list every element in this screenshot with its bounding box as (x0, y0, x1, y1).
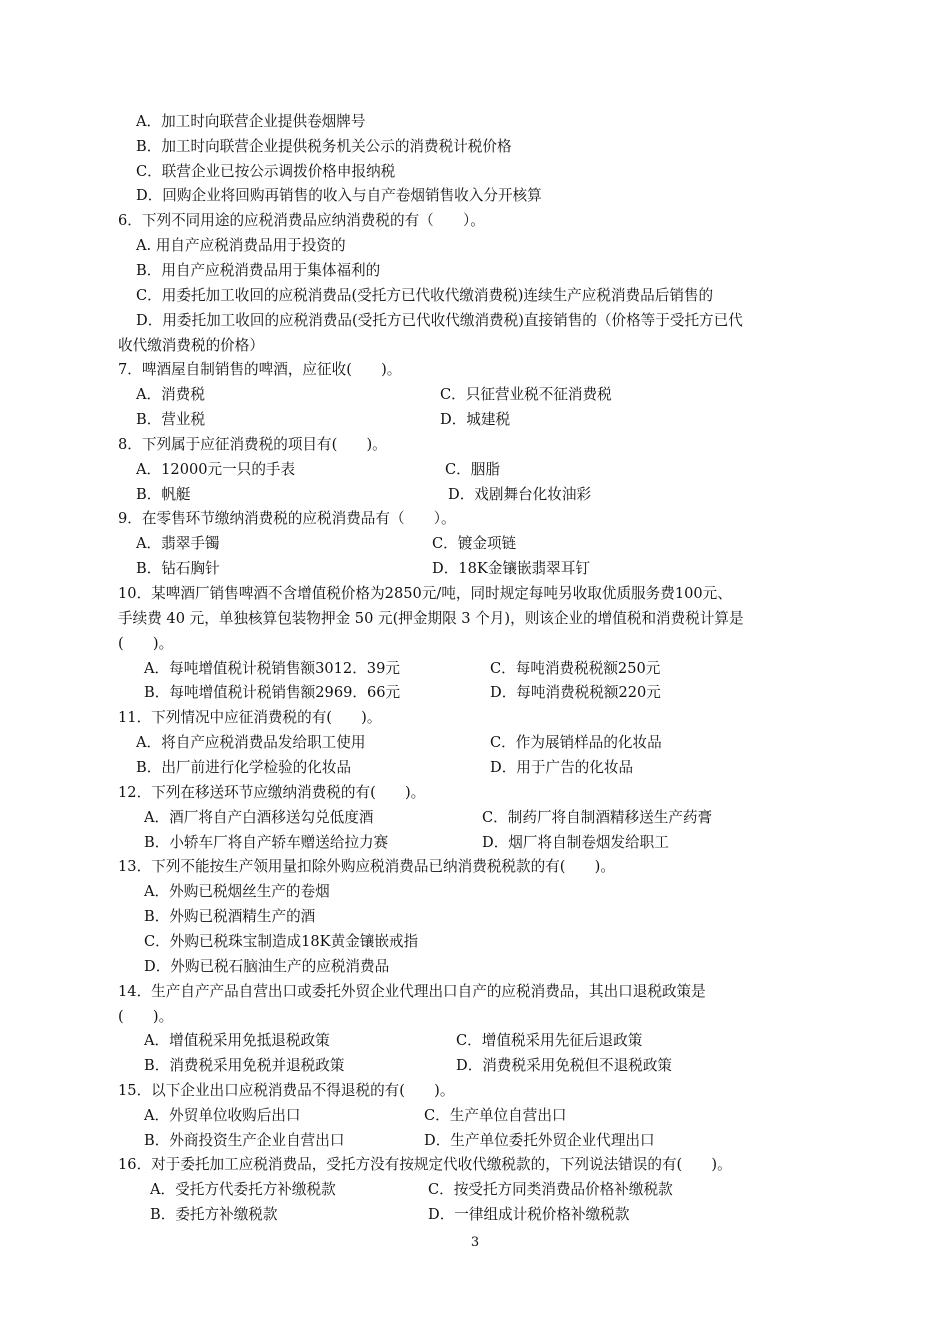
text-line: A．加工时向联营企业提供卷烟牌号 (136, 113, 366, 130)
text-line: C．作为展销样品的化妆品 (490, 734, 662, 751)
text-line: B．帆艇 (136, 486, 191, 503)
text-line: 10．某啤酒厂销售啤酒不含增值税价格为2850元/吨，同时规定每吨另收取优质服务费100元、 (118, 585, 732, 602)
text-line: D．用于广告的化妆品 (490, 759, 634, 776)
text-line: C．外购已税珠宝制造成18K黄金镶嵌戒指 (144, 933, 419, 950)
text-line: 13．下列不能按生产领用量扣除外购应税消费品已纳消费税税款的有( )。 (118, 858, 615, 875)
text-line: C．按受托方同类消费品价格补缴税款 (428, 1181, 673, 1198)
text-line: B．外购已税酒精生产的酒 (144, 908, 316, 925)
text-line: C．每吨消费税税额250元 (490, 660, 661, 677)
text-line: C．用委托加工收回的应税消费品(受托方已代收代缴消费税)连续生产应税消费品后销售的 (136, 287, 714, 304)
text-line: A．12000元一只的手表 (136, 461, 296, 478)
text-line: C．胭脂 (445, 461, 500, 478)
text-line: C．镀金项链 (432, 535, 517, 552)
text-line: A．受托方代委托方补缴税款 (150, 1181, 336, 1198)
text-line: D．用委托加工收回的应税消费品(受托方已代收代缴消费税)直接销售的（价格等于受托方已代 (136, 312, 743, 329)
text-line: ( )。 (118, 1008, 174, 1025)
text-line: C．制药厂将自制酒精移送生产药膏 (482, 809, 713, 826)
text-line: B．营业税 (136, 411, 206, 428)
text-line: C．增值税采用先征后退政策 (456, 1032, 643, 1049)
text-line: D．城建税 (440, 411, 511, 428)
text-line: B．加工时向联营企业提供税务机关公示的消费税计税价格 (136, 138, 512, 155)
text-line: D．回购企业将回购再销售的收入与自产卷烟销售收入分开核算 (136, 187, 542, 204)
text-line: B．钻石胸针 (136, 560, 220, 577)
text-line: A．酒厂将自产白酒移送勾兑低度酒 (144, 809, 374, 826)
text-line: 收代缴消费税的价格） (118, 337, 264, 354)
text-line: A．每吨增值税计税销售额3012．39元 (144, 660, 400, 677)
text-line: 15．以下企业出口应税消费品不得退税的有( )。 (118, 1082, 455, 1099)
text-line: D．烟厂将自制卷烟发给职工 (482, 834, 669, 851)
text-line: 6．下列不同用途的应税消费品应纳消费税的有（ ）。 (118, 212, 485, 229)
text-line: D．戏剧舞台化妆油彩 (448, 486, 592, 503)
text-line: B．每吨增值税计税销售额2969．66元 (144, 684, 401, 701)
text-line: A．外购已税烟丝生产的卷烟 (144, 883, 330, 900)
text-line: B．消费税采用免税并退税政策 (144, 1057, 345, 1074)
text-line: D．消费税采用免税但不退税政策 (456, 1057, 673, 1074)
text-line: D．外购已税石脑油生产的应税消费品 (144, 958, 390, 975)
text-line: D．18K金镶嵌翡翠耳钉 (432, 560, 590, 577)
text-line: A．外贸单位收购后出口 (144, 1107, 301, 1124)
text-line: 16．对于委托加工应税消费品，受托方没有按规定代收代缴税款的，下列说法错误的有( )。 (118, 1156, 732, 1173)
text-line: B．外商投资生产企业自营出口 (144, 1132, 345, 1149)
text-line: ( )。 (118, 635, 174, 652)
text-line: A．增值税采用免抵退税政策 (144, 1032, 330, 1049)
text-line: 12．下列在移送环节应缴纳消费税的有( )。 (118, 784, 426, 801)
text-line: C．联营企业已按公示调拨价格申报纳税 (136, 163, 396, 180)
text-line: 7．啤酒屋自制销售的啤酒，应征收( )。 (118, 361, 402, 378)
text-line: A．翡翠手镯 (136, 535, 220, 552)
text-line: 11．下列情况中应征消费税的有( )。 (118, 709, 382, 726)
text-line: B．委托方补缴税款 (150, 1206, 278, 1223)
text-line: 8．下列属于应征消费税的项目有( )。 (118, 436, 387, 453)
text-line: B．用自产应税消费品用于集体福利的 (136, 262, 381, 279)
text-line: C．只征营业税不征消费税 (440, 386, 612, 403)
text-line: 手续费 40 元，单独核算包装物押金 50 元(押金期限 3 个月)，则该企业的增值税和消费税计算是 (118, 610, 744, 627)
text-line: D．生产单位委托外贸企业代理出口 (424, 1132, 655, 1149)
text-line: C．生产单位自营出口 (424, 1107, 567, 1124)
text-line: 9．在零售环节缴纳消费税的应税消费品有（ ）。 (118, 510, 456, 527)
text-line: B．小轿车厂将自产轿车赠送给拉力赛 (144, 834, 389, 851)
text-line: A．消费税 (136, 386, 205, 403)
text-line: 14．生产自产产品自营出口或委托外贸企业代理出口自产的应税消费品，其出口退税政策是 (118, 983, 706, 1000)
text-line: D．一律组成计税价格补缴税款 (428, 1206, 630, 1223)
text-line: A. 用自产应税消费品用于投资的 (136, 237, 346, 254)
text-line: D．每吨消费税税额220元 (490, 684, 661, 701)
text-line: A．将自产应税消费品发给职工使用 (136, 734, 366, 751)
page-number: 3 (470, 1235, 480, 1250)
text-line: B．出厂前进行化学检验的化妆品 (136, 759, 352, 776)
